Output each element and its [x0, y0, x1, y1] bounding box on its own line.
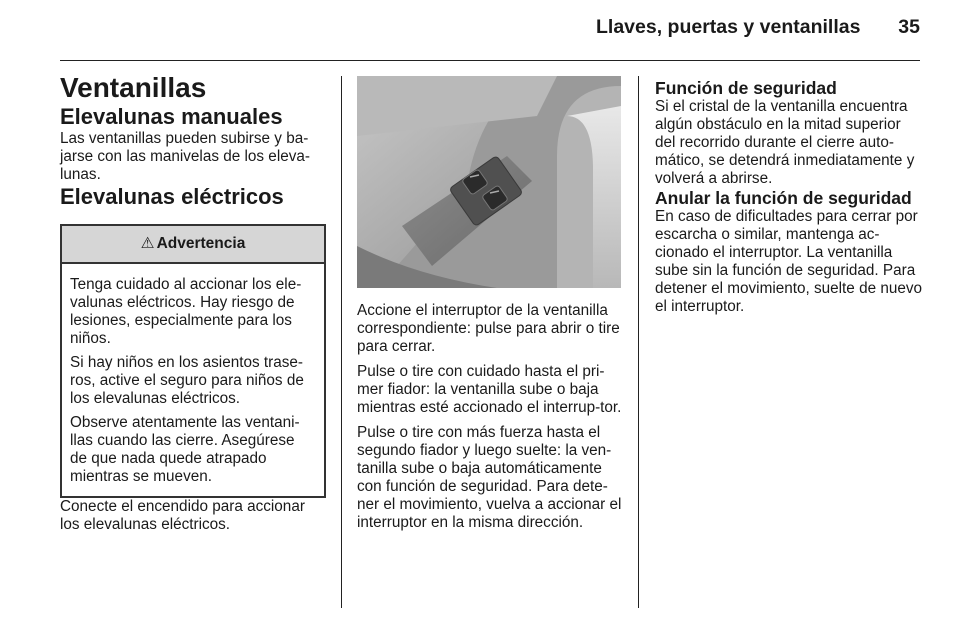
warning-triangle-icon: ⚠	[140, 235, 155, 252]
door-panel-illustration	[357, 76, 621, 288]
heading-override-safety: Anular la función de seguridad	[655, 188, 912, 208]
column-rule-right	[638, 76, 639, 608]
warning-box	[60, 224, 326, 498]
safety-function-text: Si el cristal de la ventanilla encuentra algún obstáculo en la mitad superior del recorrido durante el cierre auto-mático, se detendrá inmediatamente y volverá a abrirse.	[655, 98, 915, 187]
column-2	[357, 302, 625, 539]
second-detent-text: Pulse o tire con más fuerza hasta el segundo fiador y luego suelte: la ven-tanilla sube o baja automáticamente con función de seguridad. Para dete-ner el movimiento, vuelva a accionar el interruptor en la misma dirección.	[357, 424, 622, 531]
ignition-text: Conecte el encendido para accionar los elevalunas eléctricos.	[60, 498, 305, 533]
column-3	[655, 78, 923, 316]
warning-paragraph: Tenga cuidado al accionar los ele-valunas eléctricos. Hay riesgo de lesiones, especialmente para los niños.	[70, 276, 302, 347]
subheading-electric: Elevalunas eléctricos	[60, 184, 284, 209]
manual-text: Las ventanillas pueden subirse y ba-jarse con las manivelas de los eleva-lunas.	[60, 130, 310, 183]
window-switch-photo	[357, 76, 621, 288]
column-1	[60, 72, 326, 534]
section-heading: Ventanillas	[60, 72, 207, 103]
operation-text: Accione el interruptor de la ventanilla correspondiente: pulse para abrir o tire para cerrar.	[357, 302, 620, 355]
warning-header	[62, 226, 324, 264]
column-rule-left	[341, 76, 342, 608]
override-safety-text: En caso de dificultades para cerrar por escarcha o similar, mantenga ac-cionado el interruptor. La ventanilla sube sin la función de seguridad. Para detener el movimiento, suelte de nuevo el interruptor.	[655, 208, 923, 315]
warning-title: Advertencia	[156, 235, 246, 252]
warning-paragraph: Si hay niños en los asientos trase-ros, active el seguro para niños de los elevalunas eléctricos.	[70, 354, 304, 407]
subheading-manual: Elevalunas manuales	[60, 104, 283, 129]
header-title: Llaves, puertas y ventanillas	[596, 16, 861, 38]
warning-paragraph: Observe atentamente las ventani-llas cuando las cierre. Asegúrese de que nada quede atrapado mientras se mueven.	[70, 414, 300, 485]
heading-safety-function: Función de seguridad	[655, 78, 837, 98]
header-rule	[60, 60, 920, 61]
first-detent-text: Pulse o tire con cuidado hasta el pri-mer fiador: la ventanilla sube o baja mientras esté accionado el interrup-tor.	[357, 363, 622, 416]
warning-body	[62, 264, 324, 496]
page-number: 35	[898, 16, 920, 38]
